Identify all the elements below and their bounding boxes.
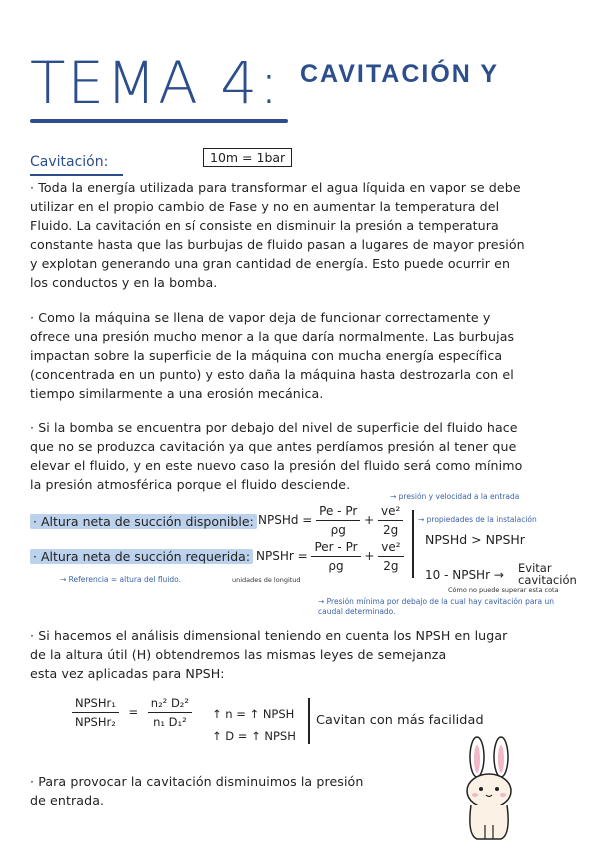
p1-line: constante hasta que las burbujas de fluido pasan a lugares de mayor presión [30, 237, 525, 252]
plus-sign: + [364, 513, 375, 527]
p1-line: y explotan generando una gran cantidad de energía. Esto puede ocurrir en [30, 256, 511, 271]
p4-line: esta vez aplicadas para NPSH: [30, 666, 225, 681]
p1-line: utilizar en el propio cambio de Fase y no en aumentar la temperatura del [30, 199, 500, 214]
similarity-conclusion: Cavitan con más facilidad [316, 713, 484, 728]
npsh-required-label: · Altura neta de succión requerida: [30, 549, 253, 564]
section-heading-text: Cavitación: [30, 154, 109, 170]
equals-sign: = [128, 705, 139, 719]
bracket-divider [412, 510, 414, 578]
unit-note-box: 10m = 1bar [203, 148, 292, 167]
npsh-available-lhs: NPSHd = [258, 513, 313, 527]
fraction-velocity: $\frac{\text{ve²}}{2g}$ [378, 504, 403, 537]
bunny-right-eye [495, 787, 499, 791]
npsh-condition: NPSHd > NPSHr [425, 532, 525, 547]
p2-line: (concentrada en un punto) y esto daña la máquina hasta destrozarla con el [30, 367, 514, 382]
p4-line: de la altura útil (H) obtendremos las mismas leyes de semejanza [30, 647, 447, 662]
bunny-right-ear-inner [498, 745, 504, 773]
avoid-cavitation-label: Evitar cavitación [518, 561, 577, 587]
p3-line: que no se produzca cavitación ya que antes perdíamos presión al tener que [30, 439, 517, 454]
page-subtitle: CAVITACIÓN Y [300, 60, 500, 88]
fraction-required-pressure: $\frac{\text{Per - Pr}}{\rho g}$ [311, 540, 360, 573]
p2-line: ofrece una presión mucho menor a la que daría normalmente. Las burbujas [30, 329, 515, 344]
section-heading [30, 154, 108, 170]
note-pressure-velocity: → presión y velocidad a la entrada [390, 492, 520, 501]
avoid-expression: 10 - NPSHr → [425, 568, 504, 582]
bunny-right-cheek [500, 793, 506, 797]
bunny-head [467, 774, 511, 808]
bunny-body [470, 805, 508, 839]
p4-line: · Si hacemos el análisis dimensional teniendo en cuenta los NPSH en lugar [30, 628, 508, 643]
paragraph-5 [30, 772, 430, 810]
bunny-left-ear-inner [474, 745, 480, 773]
npsh-available-formula [258, 504, 403, 537]
fraction-npsh-ratio: $\frac{\text{NPSHr₁}}{\text{NPSHr₂}}$ [72, 696, 119, 729]
title-underline [30, 119, 288, 123]
p3-line: la presión atmosférica porque el fluido desciende. [30, 477, 351, 492]
note-length-units: unidades de longitud [232, 576, 301, 584]
note-min-pressure: → Presión mínima por debajo de la cual hay cavitación para un caudal determinado. [318, 597, 555, 616]
similarity-bracket [308, 698, 310, 744]
note-reference: → Referencia = altura del fluido. [60, 575, 181, 584]
p2-line: tiempo similarmente a una erosión mecánica. [30, 386, 324, 401]
bunny-left-cheek [472, 793, 478, 797]
npsh-required-lhs: NPSHr = [256, 549, 308, 563]
similarity-rules [212, 703, 296, 747]
paragraph-2 [30, 308, 578, 403]
paragraph-4 [30, 626, 578, 683]
fraction-required-velocity: $\frac{\text{ve²}}{2g}$ [378, 540, 403, 573]
note-install: → propiedades de la instalación [418, 515, 537, 524]
rule-d: ↑ D = ↑ NPSH [212, 729, 296, 743]
p3-line: · Si la bomba se encuentra por debajo del nivel de superficie del fluido hace [30, 420, 518, 435]
npsh-required-formula [256, 540, 404, 573]
page-title: TEMA 4: [30, 49, 281, 117]
p5-line: · Para provocar la cavitación disminuimos la presión [30, 774, 364, 789]
bunny-doodle-icon [455, 735, 525, 845]
p1-line: · Toda la energía utilizada para transformar el agua líquida en vapor se debe [30, 180, 521, 195]
plus-sign: + [364, 549, 375, 563]
note-cannot-exceed: Cómo no puede superar esta cota [448, 586, 559, 594]
paragraph-3 [30, 418, 578, 494]
npsh-available-label: · Altura neta de succión disponible: [30, 514, 257, 529]
paragraph-1 [30, 178, 578, 292]
p2-line: · Como la máquina se llena de vapor deja de funcionar correctamente y [30, 310, 491, 325]
p5-line: de entrada. [30, 793, 105, 808]
p2-line: impactan sobre la superficie de la máquina con mucha energía específica [30, 348, 503, 363]
heading-underline [30, 174, 123, 176]
similarity-formula [72, 696, 192, 729]
fraction-pressure: $\frac{Pe - Pr}{\rho g}$ [316, 504, 360, 537]
rule-n: ↑ n = ↑ NPSH [212, 707, 295, 721]
p3-line: elevar el fluido, y en este nuevo caso la presión del fluido será como mínimo [30, 458, 523, 473]
bunny-left-eye [479, 787, 483, 791]
fraction-n-d: $\frac{\text{n₂² D₂²}}{\text{n₁ D₁²}}$ [148, 696, 192, 729]
p1-line: Fluido. La cavitación en sí consiste en disminuir la presión a temperatura [30, 218, 499, 233]
p1-line: los conductos y en la bomba. [30, 275, 218, 290]
